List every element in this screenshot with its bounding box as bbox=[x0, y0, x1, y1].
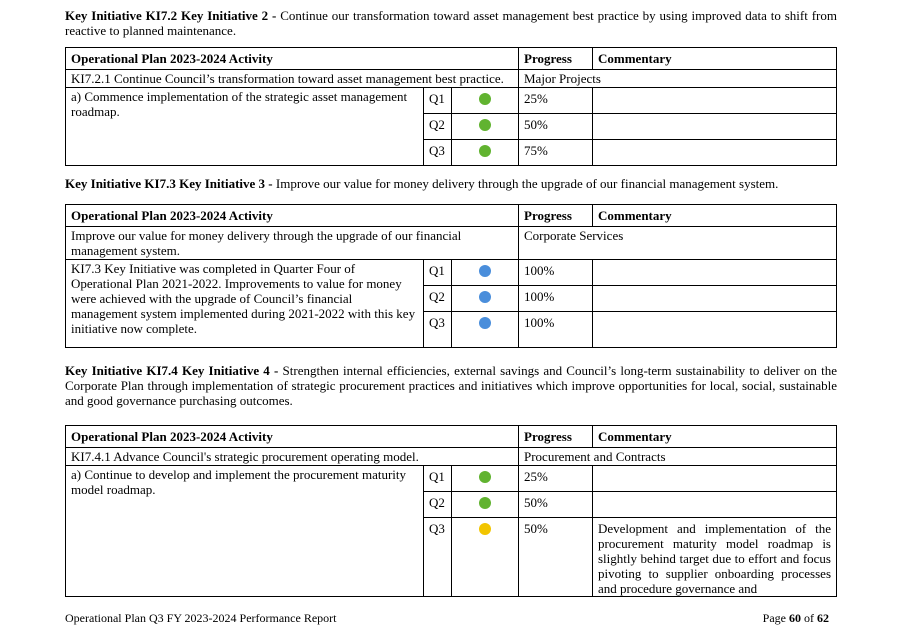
ki2-heading-text: Continue our transformation toward asset management best practice by using improved data to shift from reactive to planned maintenance. bbox=[65, 8, 838, 38]
page-total: 62 bbox=[817, 611, 829, 625]
quarter-label: Q1 bbox=[424, 466, 452, 492]
activity-item: KI7.3 Key Initiative was completed in Quarter Four of Operational Plan 2021-2022. Improvements to value for money were achieved with the upgrade of Council’s financial management system implemented during 2021-2022 with this key initiative now complete. bbox=[66, 260, 424, 348]
ki4-heading-text: Strengthen internal efficiencies, external savings and Council’s long-term sustainability to deliver on the Corporate Plan through implementation of strategic procurement practices and initiatives which improve opportunities for local, social, sustainable and good governance purchasing outcomes. bbox=[65, 363, 838, 408]
progress-header: Progress bbox=[519, 48, 593, 70]
progress-value: 100% bbox=[519, 286, 593, 312]
activity-title: KI7.2.1 Continue Council’s transformation toward asset management best practice. bbox=[66, 70, 519, 88]
activity-title: KI7.4.1 Advance Council's strategic procurement operating model. bbox=[66, 448, 519, 466]
commentary-header: Commentary bbox=[593, 205, 837, 227]
commentary-cell bbox=[593, 260, 837, 286]
ki2-heading-label: Key Initiative KI7.2 Key Initiative 2 - bbox=[65, 8, 277, 23]
ki3-heading-text: Improve our value for money delivery through the upgrade of our financial management system. bbox=[272, 176, 779, 191]
commentary-cell bbox=[593, 88, 837, 114]
activity-row bbox=[66, 227, 837, 260]
responsible-unit: Procurement and Contracts bbox=[519, 448, 837, 466]
footer-page-number bbox=[763, 611, 829, 625]
page-prefix: Page bbox=[762, 611, 789, 625]
commentary-header: Commentary bbox=[593, 426, 837, 448]
activity-header: Operational Plan 2023-2024 Activity bbox=[66, 48, 519, 70]
footer-report-title: Operational Plan Q3 FY 2023-2024 Performance Report bbox=[65, 611, 337, 625]
ki4-table bbox=[65, 425, 837, 597]
page-separator: of bbox=[801, 611, 817, 625]
progress-value: 75% bbox=[519, 140, 593, 166]
status-cell bbox=[452, 466, 519, 492]
quarter-label: Q1 bbox=[424, 88, 452, 114]
status-cell bbox=[452, 312, 519, 348]
progress-value: 100% bbox=[519, 260, 593, 286]
status-dot-icon bbox=[479, 291, 491, 303]
progress-value: 50% bbox=[519, 518, 593, 597]
page-current: 60 bbox=[789, 611, 801, 625]
activity-row bbox=[66, 448, 837, 466]
commentary-header: Commentary bbox=[593, 48, 837, 70]
quarter-row-q1 bbox=[66, 88, 837, 114]
quarter-label: Q2 bbox=[424, 114, 452, 140]
status-dot-icon bbox=[479, 265, 491, 277]
activity-row bbox=[66, 70, 837, 88]
ki3-heading-label: Key Initiative KI7.3 Key Initiative 3 - bbox=[65, 176, 273, 191]
activity-header: Operational Plan 2023-2024 Activity bbox=[66, 205, 519, 227]
progress-value: 100% bbox=[519, 312, 593, 348]
commentary-cell bbox=[593, 286, 837, 312]
status-dot-icon bbox=[479, 523, 491, 535]
progress-header: Progress bbox=[519, 426, 593, 448]
commentary-cell bbox=[593, 114, 837, 140]
status-cell bbox=[452, 88, 519, 114]
commentary-cell: Development and implementation of the procurement maturity model roadmap is slightly behind target due to effort and focus pivoting to supplier onboarding processes and procedure governance and bbox=[593, 518, 837, 597]
commentary-cell bbox=[593, 466, 837, 492]
status-cell bbox=[452, 114, 519, 140]
status-dot-icon bbox=[479, 93, 491, 105]
ki4-heading bbox=[65, 363, 837, 408]
table-header-row bbox=[66, 205, 837, 227]
progress-header: Progress bbox=[519, 205, 593, 227]
commentary-cell bbox=[593, 312, 837, 348]
status-dot-icon bbox=[479, 317, 491, 329]
activity-item: a) Commence implementation of the strategic asset management roadmap. bbox=[66, 88, 424, 166]
commentary-cell bbox=[593, 140, 837, 166]
responsible-unit: Corporate Services bbox=[519, 227, 837, 260]
ki2-heading bbox=[65, 8, 837, 38]
ki3-table bbox=[65, 204, 837, 348]
quarter-label: Q2 bbox=[424, 286, 452, 312]
ki3-heading bbox=[65, 176, 837, 191]
table-header-row bbox=[66, 48, 837, 70]
status-dot-icon bbox=[479, 119, 491, 131]
responsible-unit: Major Projects bbox=[519, 70, 837, 88]
progress-value: 25% bbox=[519, 466, 593, 492]
commentary-cell bbox=[593, 492, 837, 518]
table-header-row bbox=[66, 426, 837, 448]
quarter-label: Q3 bbox=[424, 140, 452, 166]
status-cell bbox=[452, 140, 519, 166]
quarter-row-q1 bbox=[66, 466, 837, 492]
progress-value: 50% bbox=[519, 492, 593, 518]
quarter-label: Q1 bbox=[424, 260, 452, 286]
activity-item: a) Continue to develop and implement the procurement maturity model roadmap. bbox=[66, 466, 424, 597]
activity-title: Improve our value for money delivery through the upgrade of our financial management system. bbox=[66, 227, 519, 260]
progress-value: 50% bbox=[519, 114, 593, 140]
quarter-row-q1 bbox=[66, 260, 837, 286]
ki4-heading-label: Key Initiative KI7.4 Key Initiative 4 - bbox=[65, 363, 279, 378]
quarter-label: Q2 bbox=[424, 492, 452, 518]
status-dot-icon bbox=[479, 497, 491, 509]
status-dot-icon bbox=[479, 145, 491, 157]
ki2-table bbox=[65, 47, 837, 166]
activity-header: Operational Plan 2023-2024 Activity bbox=[66, 426, 519, 448]
progress-value: 25% bbox=[519, 88, 593, 114]
status-cell bbox=[452, 286, 519, 312]
quarter-label: Q3 bbox=[424, 518, 452, 597]
quarter-label: Q3 bbox=[424, 312, 452, 348]
status-dot-icon bbox=[479, 471, 491, 483]
status-cell bbox=[452, 260, 519, 286]
status-cell bbox=[452, 492, 519, 518]
status-cell bbox=[452, 518, 519, 597]
